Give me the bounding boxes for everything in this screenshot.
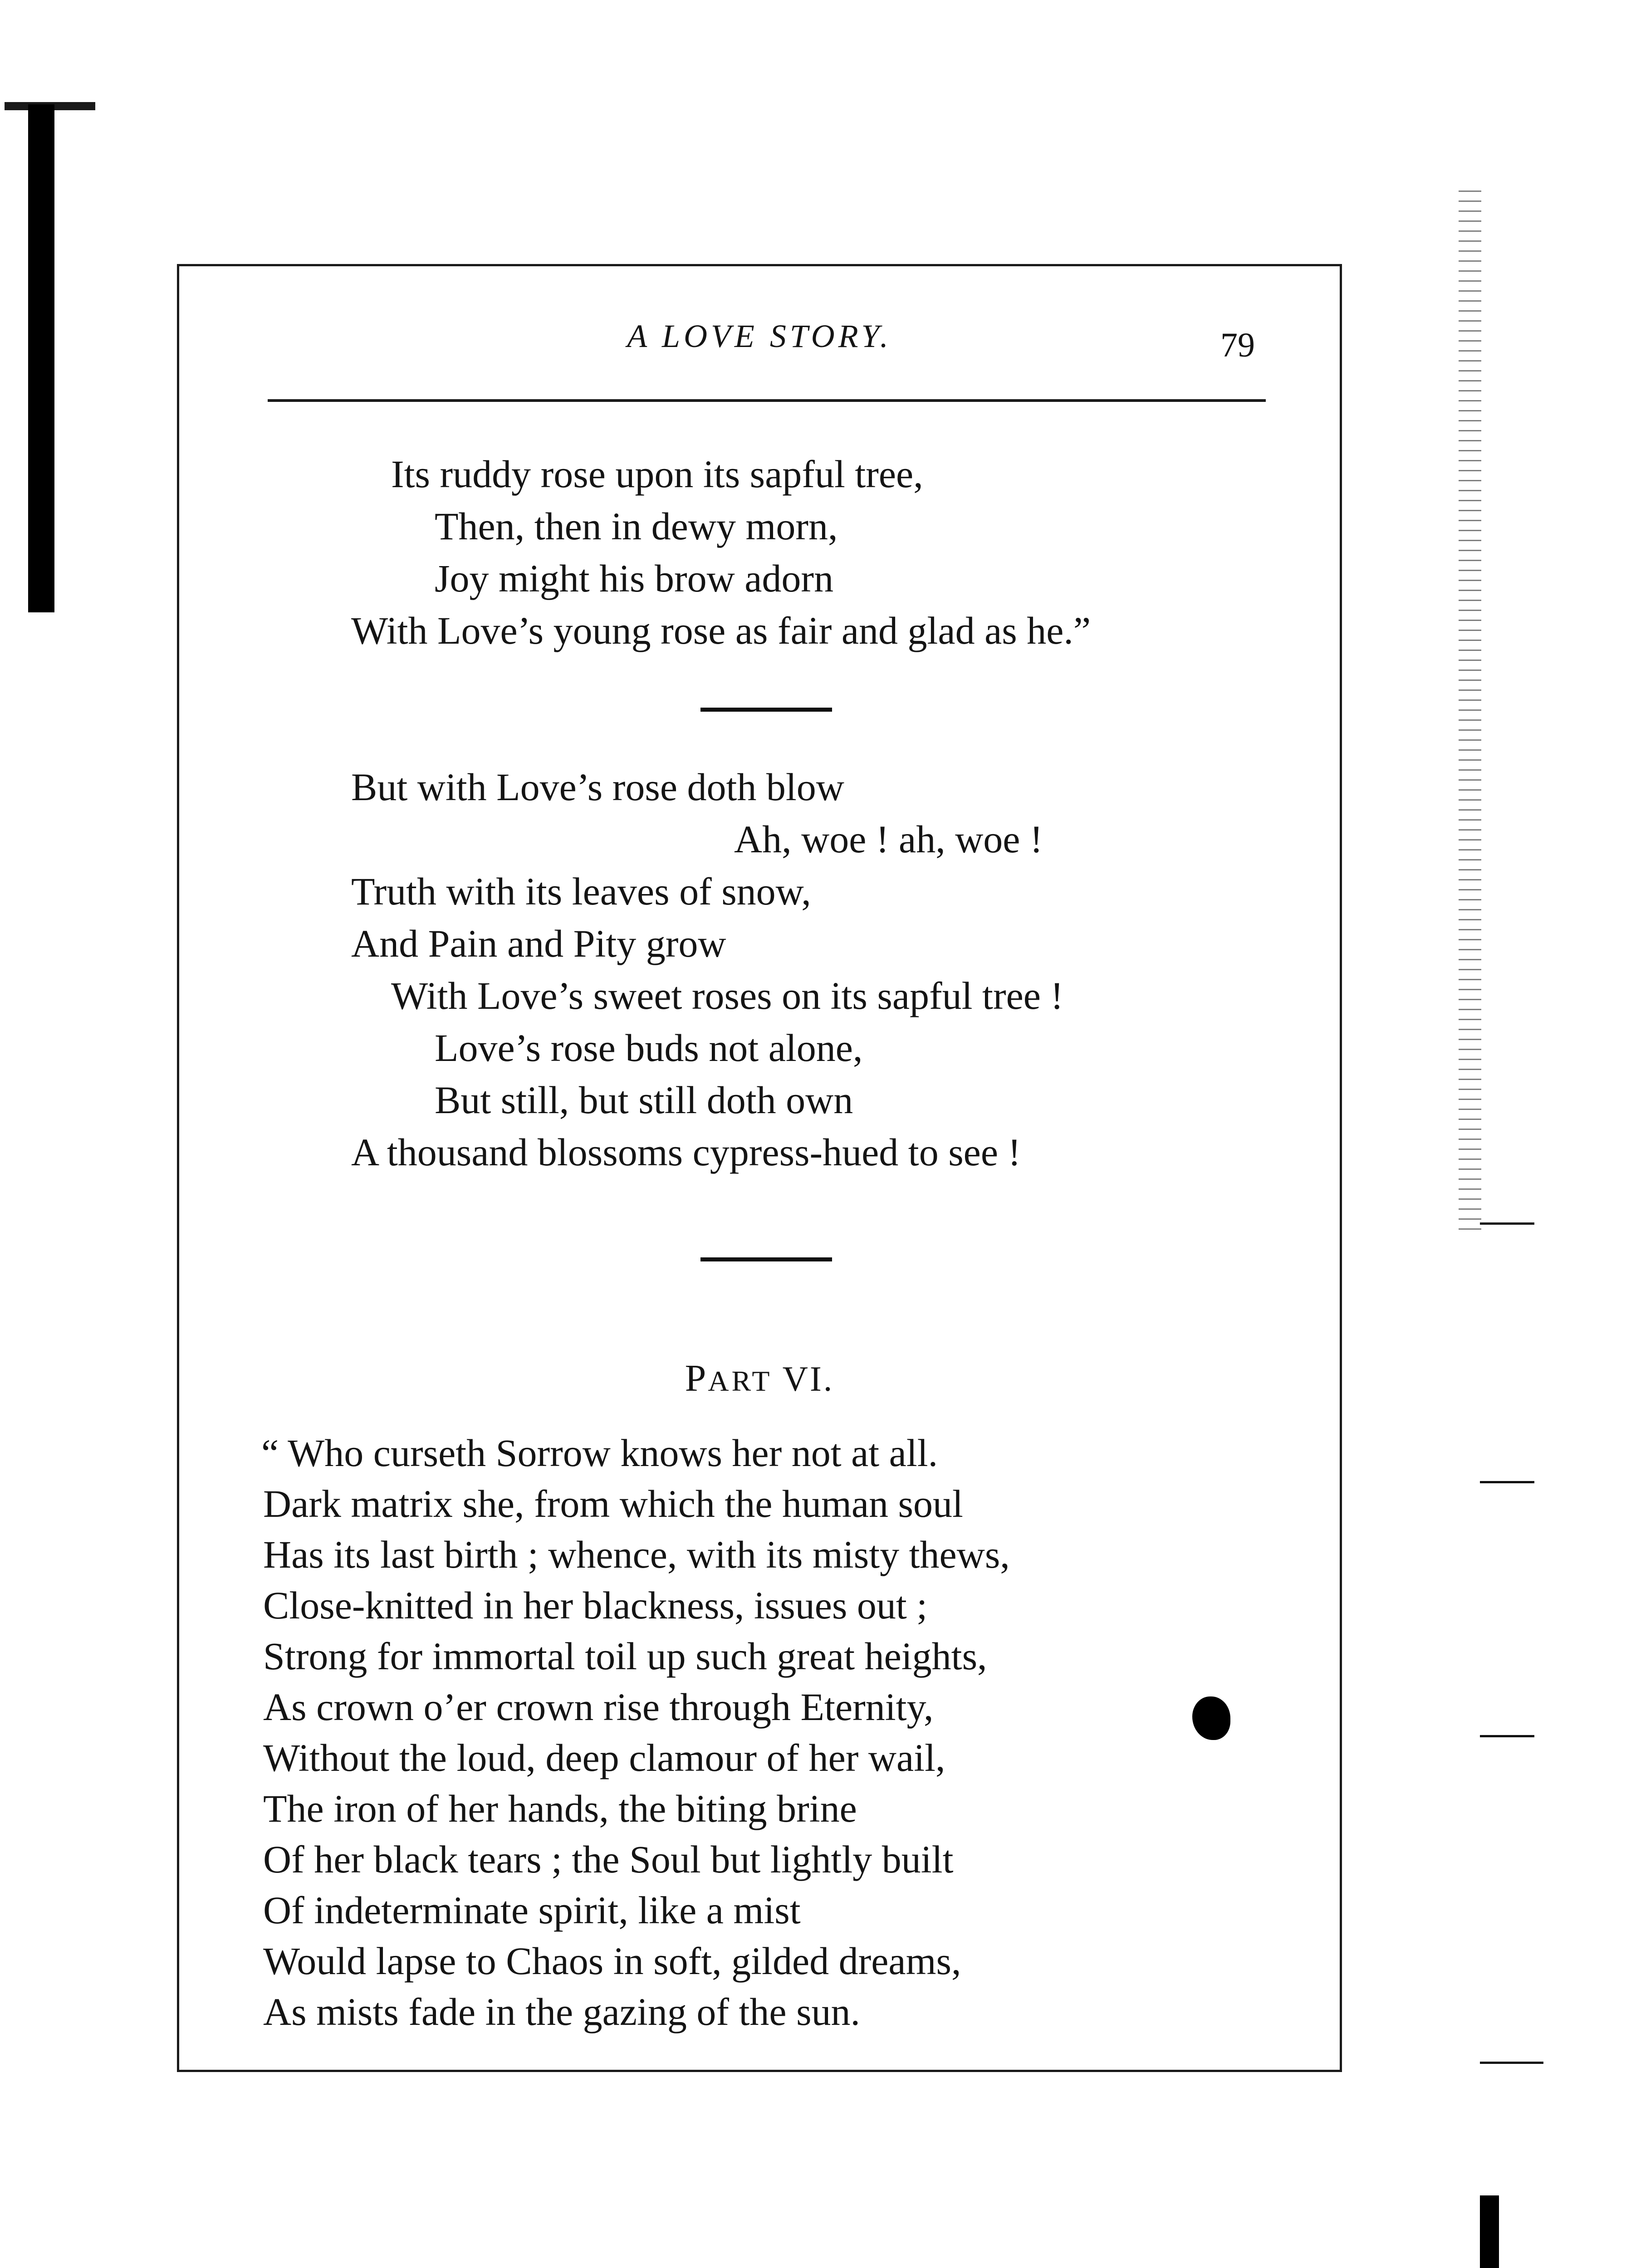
verse-line: And Pain and Pity grow	[351, 922, 726, 965]
verse-line: Close-knitted in her blackness, issues out ;	[263, 1584, 928, 1627]
part-heading-initial: P	[685, 1357, 708, 1399]
part-heading-word: ART	[708, 1365, 773, 1397]
scan-edge-tick	[1480, 1735, 1534, 1737]
part-heading	[177, 1356, 1342, 1400]
verse-line: Has its last birth ; whence, with its misty thews,	[263, 1533, 1010, 1576]
verse-line: A thousand blossoms cypress-hued to see !	[351, 1130, 1021, 1174]
header-rule	[268, 399, 1266, 402]
scan-edge-tick	[1480, 1222, 1534, 1225]
verse-line: The iron of her hands, the biting brine	[263, 1787, 857, 1830]
verse-line: Joy might his brow adorn	[435, 557, 834, 600]
verse-line: As mists fade in the gazing of the sun.	[263, 1990, 861, 2033]
verse-line: Ah, woe ! ah, woe !	[734, 817, 1043, 861]
verse-line: Of her black tears ; the Soul but lightly built	[263, 1838, 954, 1881]
verse-line: Of indeterminate spirit, like a mist	[263, 1888, 801, 1932]
verse-line: Would lapse to Chaos in soft, gilded dreams,	[263, 1939, 961, 1983]
scan-edge-tick	[1480, 1481, 1534, 1483]
verse-line: Then, then in dewy morn,	[435, 504, 838, 548]
verse-line: With Love’s sweet roses on its sapful tree !	[391, 974, 1064, 1017]
stanza-divider	[700, 708, 832, 712]
verse-line: Its ruddy rose upon its sapful tree,	[391, 452, 923, 496]
part-heading-numeral: VI.	[782, 1359, 834, 1398]
scan-corner-shadow	[1480, 2195, 1499, 2268]
page-number: 79	[1220, 326, 1255, 364]
section-divider	[700, 1257, 832, 1261]
scan-right-edge-noise	[1459, 191, 1481, 1234]
running-head: A LOVE STORY.	[627, 318, 892, 354]
verse-line: But with Love’s rose doth blow	[351, 765, 844, 809]
verse-line: But still, but still doth own	[435, 1078, 853, 1122]
verse-line: Without the loud, deep clamour of her wail,	[263, 1736, 945, 1779]
verse-line: With Love’s young rose as fair and glad as he.”	[351, 609, 1091, 652]
scan-edge-shadow	[28, 104, 54, 612]
verse-line: As crown o’er crown rise through Eternity,	[263, 1685, 934, 1729]
verse-line: Strong for immortal toil up such great heights,	[263, 1634, 987, 1678]
verse-line: “ Who curseth Sorrow knows her not at all.	[261, 1431, 938, 1475]
verse-line: Love’s rose buds not alone,	[435, 1026, 863, 1070]
verse-line: Dark matrix she, from which the human soul	[263, 1482, 963, 1525]
scan-edge-tick	[1480, 2062, 1543, 2064]
verse-line: Truth with its leaves of snow,	[351, 870, 811, 913]
